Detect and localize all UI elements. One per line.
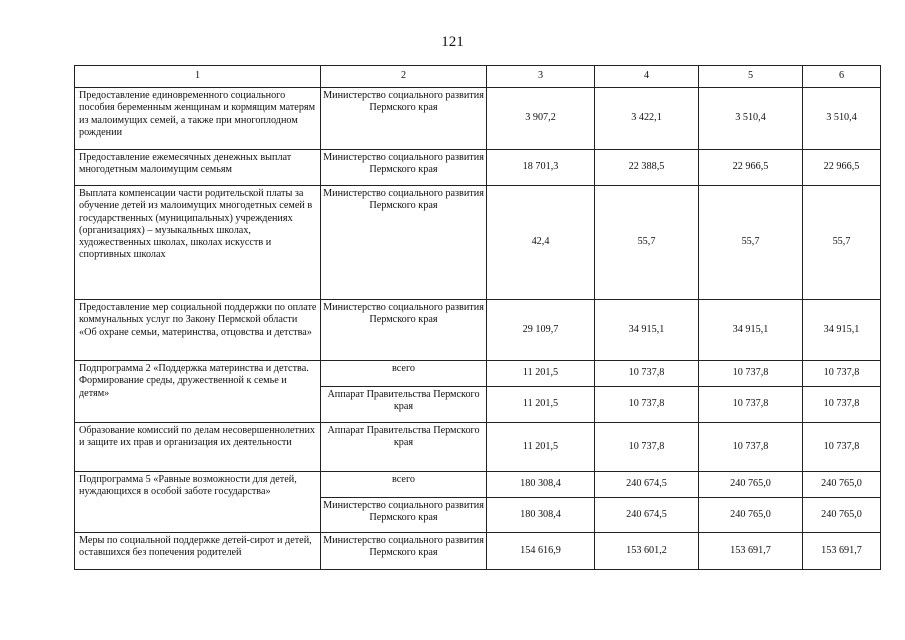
value-cell: 10 737,8 <box>699 423 803 472</box>
value-cell: 3 510,4 <box>699 88 803 150</box>
table-row <box>75 150 881 186</box>
header-cell: 3 <box>487 66 595 88</box>
value-cell: 240 765,0 <box>699 472 803 498</box>
value-cell: 18 701,3 <box>487 150 595 186</box>
budget-table <box>74 65 881 570</box>
header-cell: 6 <box>803 66 881 88</box>
value-cell: 240 674,5 <box>595 498 699 533</box>
executor-cell: Министерство социального развития Пермского края <box>321 498 487 533</box>
value-cell: 55,7 <box>803 186 881 300</box>
value-cell: 180 308,4 <box>487 498 595 533</box>
header-cell: 2 <box>321 66 487 88</box>
value-cell: 240 674,5 <box>595 472 699 498</box>
value-cell: 29 109,7 <box>487 300 595 361</box>
value-cell: 153 691,7 <box>803 533 881 570</box>
value-cell: 240 765,0 <box>803 472 881 498</box>
value-cell: 240 765,0 <box>803 498 881 533</box>
row-name: Выплата компенсации части родительской платы за обучение детей из малоимущих многодетных семей в государственных (муниципальных) учреждениях (организациях) – музыкальных школах, художественных школах, школах искусств и спортивных школах <box>75 186 321 300</box>
value-cell: 55,7 <box>595 186 699 300</box>
executor-cell: всего <box>321 361 487 387</box>
row-name: Подпрограмма 2 «Поддержка материнства и детства. Формирование среды, дружественной к семье и детям» <box>75 361 321 423</box>
row-name: Меры по социальной поддержке детей-сирот и детей, оставшихся без попечения родителей <box>75 533 321 570</box>
executor-cell: Министерство социального развития Пермского края <box>321 150 487 186</box>
executor-cell: Министерство социального развития Пермского края <box>321 186 487 300</box>
table-row <box>75 88 881 150</box>
value-cell: 3 907,2 <box>487 88 595 150</box>
row-name: Предоставление ежемесячных денежных выплат многодетным малоимущим семьям <box>75 150 321 186</box>
value-cell: 22 966,5 <box>803 150 881 186</box>
row-name: Предоставление единовременного социального пособия беременным женщинам и кормящим матерям из малоимущих семей, а также при многоплодном рождении <box>75 88 321 150</box>
value-cell: 10 737,8 <box>595 361 699 387</box>
row-name: Образование комиссий по делам несовершеннолетних и защите их прав и организация их деятельности <box>75 423 321 472</box>
executor-cell: Министерство социального развития Пермского края <box>321 533 487 570</box>
table-row <box>75 423 881 472</box>
value-cell: 3 510,4 <box>803 88 881 150</box>
header-cell: 5 <box>699 66 803 88</box>
executor-cell: Аппарат Правительства Пермского края <box>321 423 487 472</box>
value-cell: 10 737,8 <box>595 423 699 472</box>
value-cell: 22 966,5 <box>699 150 803 186</box>
table-row <box>75 300 881 361</box>
value-cell: 10 737,8 <box>699 361 803 387</box>
value-cell: 11 201,5 <box>487 387 595 423</box>
executor-cell: Министерство социального развития Пермского края <box>321 300 487 361</box>
value-cell: 11 201,5 <box>487 361 595 387</box>
table-row <box>75 533 881 570</box>
table-row <box>75 186 881 300</box>
row-name: Подпрограмма 5 «Равные возможности для детей, нуждающихся в особой заботе государства» <box>75 472 321 533</box>
value-cell: 42,4 <box>487 186 595 300</box>
value-cell: 10 737,8 <box>699 387 803 423</box>
table-row <box>75 361 881 387</box>
value-cell: 34 915,1 <box>803 300 881 361</box>
value-cell: 34 915,1 <box>595 300 699 361</box>
value-cell: 10 737,8 <box>803 387 881 423</box>
value-cell: 11 201,5 <box>487 423 595 472</box>
header-cell: 4 <box>595 66 699 88</box>
value-cell: 154 616,9 <box>487 533 595 570</box>
value-cell: 3 422,1 <box>595 88 699 150</box>
executor-cell: Аппарат Правительства Пермского края <box>321 387 487 423</box>
value-cell: 153 601,2 <box>595 533 699 570</box>
value-cell: 55,7 <box>699 186 803 300</box>
value-cell: 22 388,5 <box>595 150 699 186</box>
value-cell: 10 737,8 <box>595 387 699 423</box>
table-row <box>75 472 881 498</box>
value-cell: 240 765,0 <box>699 498 803 533</box>
value-cell: 153 691,7 <box>699 533 803 570</box>
header-cell: 1 <box>75 66 321 88</box>
executor-cell: всего <box>321 472 487 498</box>
value-cell: 10 737,8 <box>803 423 881 472</box>
value-cell: 10 737,8 <box>803 361 881 387</box>
value-cell: 34 915,1 <box>699 300 803 361</box>
row-name: Предоставление мер социальной поддержки по оплате коммунальных услуг по Закону Пермской области «Об охране семьи, материнства, отцовства и детства» <box>75 300 321 361</box>
value-cell: 180 308,4 <box>487 472 595 498</box>
executor-cell: Министерство социального развития Пермского края <box>321 88 487 150</box>
table-header-row <box>75 66 881 88</box>
page-number: 121 <box>441 34 464 50</box>
